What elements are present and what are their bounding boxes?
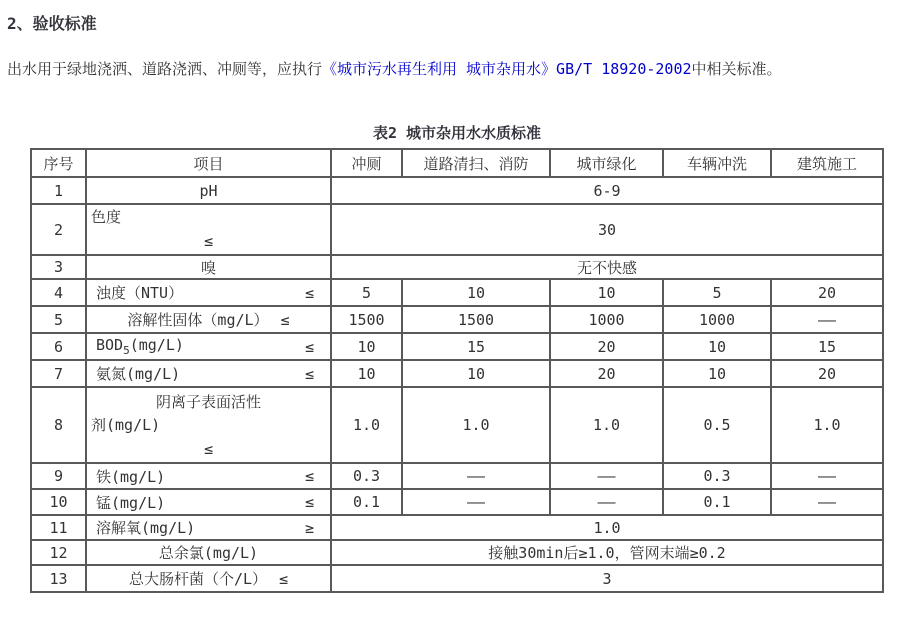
- row-serial: 11: [31, 515, 86, 540]
- row-value: 20: [771, 360, 883, 387]
- table-row: [31, 279, 883, 306]
- row-value: 5: [663, 279, 771, 306]
- row-serial: 3: [31, 255, 86, 279]
- table-row: [31, 387, 883, 463]
- row-value: 1.0: [771, 387, 883, 463]
- row-merged-value: 3: [331, 565, 883, 592]
- row-item: [86, 515, 331, 540]
- header-construction: 建筑施工: [771, 149, 883, 177]
- table-row: [31, 515, 883, 540]
- row-item: [86, 489, 331, 515]
- item-label-line1: 阴离子表面活性: [155, 392, 261, 411]
- row-serial: 10: [31, 489, 86, 515]
- row-value: 20: [550, 360, 663, 387]
- row-value: 1000: [663, 306, 771, 333]
- row-serial: 12: [31, 540, 86, 565]
- item-label: 色度: [91, 208, 122, 226]
- limit-symbol: ≤: [203, 232, 214, 250]
- row-value: 0.1: [331, 489, 402, 515]
- standards-table-section: [30, 122, 884, 593]
- item-label: 浊度（NTU）: [96, 284, 184, 302]
- row-value: 20: [550, 333, 663, 360]
- row-value: 1.0: [402, 387, 550, 463]
- row-merged-value: 6-9: [331, 177, 883, 204]
- table-row: [31, 255, 883, 279]
- table-row: [31, 177, 883, 204]
- header-road-cleaning-fire: 道路清扫、消防: [402, 149, 550, 177]
- row-item: [86, 333, 331, 360]
- paragraph-suffix: 中相关标准。: [691, 60, 782, 78]
- row-value: 1500: [331, 306, 402, 333]
- row-value: ——: [550, 489, 663, 515]
- row-item: [86, 279, 331, 306]
- header-toilet-flushing: 冲厕: [331, 149, 402, 177]
- limit-symbol: ≤: [304, 493, 314, 511]
- row-value: ——: [771, 463, 883, 489]
- table-row: [31, 204, 883, 255]
- row-item: pH: [86, 177, 331, 204]
- row-value: 20: [771, 279, 883, 306]
- row-serial: 1: [31, 177, 86, 204]
- table-row: [31, 360, 883, 387]
- row-item: 嗅: [86, 255, 331, 279]
- table-row: [31, 306, 883, 333]
- row-merged-value: 接触30min后≥1.0，管网末端≥0.2: [331, 540, 883, 565]
- header-vehicle-washing: 车辆冲洗: [663, 149, 771, 177]
- limit-symbol: ≤: [203, 439, 214, 458]
- row-value: 10: [402, 279, 550, 306]
- header-urban-greening: 城市绿化: [550, 149, 663, 177]
- item-label: $BOD_5(mg/L)$: [96, 336, 184, 357]
- table-row: [31, 489, 883, 515]
- header-serial: 序号: [31, 149, 86, 177]
- limit-symbol: ≤: [280, 310, 290, 329]
- table-header-row: [31, 149, 883, 177]
- row-value: ——: [771, 306, 883, 333]
- limit-symbol: ≤: [304, 283, 314, 302]
- section-heading: 2、验收标准: [7, 14, 97, 33]
- limit-symbol: ≤: [304, 337, 314, 356]
- row-value: 1500: [402, 306, 550, 333]
- table-row: [31, 333, 883, 360]
- row-value: 1.0: [550, 387, 663, 463]
- row-value: 10: [663, 360, 771, 387]
- row-value: 15: [771, 333, 883, 360]
- row-serial: 2: [31, 204, 86, 255]
- table-row: [31, 565, 883, 592]
- row-value: 10: [550, 279, 663, 306]
- water-quality-standards-table: [30, 148, 884, 593]
- row-serial: 6: [31, 333, 86, 360]
- item-label: 总大肠杆菌（个/L）: [128, 570, 268, 588]
- row-value: 0.3: [663, 463, 771, 489]
- row-value: 10: [663, 333, 771, 360]
- row-serial: 9: [31, 463, 86, 489]
- row-item: [86, 463, 331, 489]
- item-label: 锰(mg/L): [96, 493, 166, 512]
- item-label: 溶解氧(mg/L): [96, 519, 196, 537]
- item-label: 氨氮(mg/L): [96, 365, 181, 383]
- row-value: 5: [331, 279, 402, 306]
- row-merged-value: 1.0: [331, 515, 883, 540]
- row-serial: 4: [31, 279, 86, 306]
- row-serial: 8: [31, 387, 86, 463]
- limit-symbol: ≤: [304, 467, 314, 485]
- row-item: [86, 306, 331, 333]
- row-value: ——: [402, 463, 550, 489]
- row-value: 0.5: [663, 387, 771, 463]
- header-item: 项目: [86, 149, 331, 177]
- row-item: 总余氯(mg/L): [86, 540, 331, 565]
- row-item: [86, 204, 331, 255]
- row-value: 10: [331, 333, 402, 360]
- bod-subscript: 5: [123, 344, 130, 357]
- standard-document-link[interactable]: 《城市污水再生利用 城市杂用水》GB/T 18920-2002: [322, 60, 692, 78]
- intro-paragraph: [7, 59, 914, 79]
- limit-symbol: ≤: [279, 569, 289, 588]
- limit-symbol: ≥: [304, 518, 314, 537]
- row-value: 0.1: [663, 489, 771, 515]
- row-serial: 7: [31, 360, 86, 387]
- table-row: [31, 463, 883, 489]
- row-serial: 5: [31, 306, 86, 333]
- row-item: [86, 387, 331, 463]
- row-item: [86, 360, 331, 387]
- item-label-line2: 剂(mg/L): [91, 415, 161, 434]
- row-value: 1.0: [331, 387, 402, 463]
- row-value: 10: [331, 360, 402, 387]
- item-label: 铁(mg/L): [96, 467, 166, 486]
- row-value: 0.3: [331, 463, 402, 489]
- row-value: ——: [771, 489, 883, 515]
- row-merged-value: 30: [331, 204, 883, 255]
- row-serial: 13: [31, 565, 86, 592]
- row-value: 15: [402, 333, 550, 360]
- row-value: ——: [402, 489, 550, 515]
- row-item: [86, 565, 331, 592]
- row-merged-value: 无不快感: [331, 255, 883, 279]
- item-label: 溶解性固体（mg/L）: [127, 311, 269, 329]
- limit-symbol: ≤: [304, 364, 314, 383]
- row-value: 10: [402, 360, 550, 387]
- table-row: [31, 540, 883, 565]
- table-title: 表2 城市杂用水水质标准: [372, 124, 542, 142]
- row-value: 1000: [550, 306, 663, 333]
- row-value: ——: [550, 463, 663, 489]
- paragraph-prefix: 出水用于绿地浇洒、道路浇洒、冲厕等，应执行: [7, 60, 323, 78]
